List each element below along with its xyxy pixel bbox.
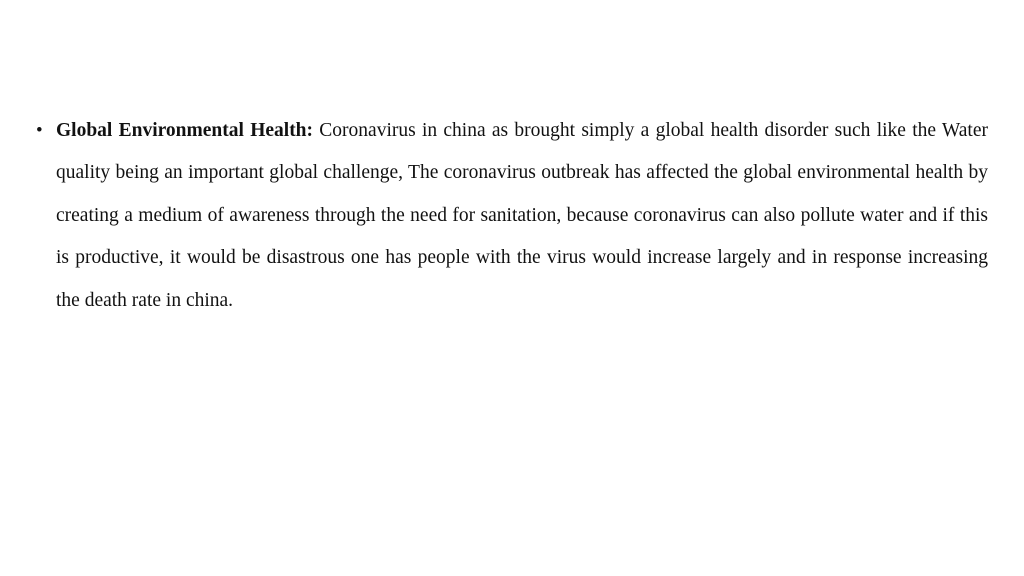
bullet-body-text: Coronavirus in china as brought simply a global health disorder such like the Water quality being an important global challenge, The coronavirus outbreak has affected the global environmental health by creating a medium of awareness through the need for sanitation, because coronavirus can also pollute water and if this is productive, it would be disastrous one has people with the virus would increase largely and in response increasing the death rate in china. <box>56 120 988 311</box>
bullet-item <box>36 110 988 322</box>
bullet-icon: • <box>36 120 43 141</box>
bullet-term: Global Environmental Health: <box>56 120 314 141</box>
bullet-paragraph <box>56 110 988 322</box>
